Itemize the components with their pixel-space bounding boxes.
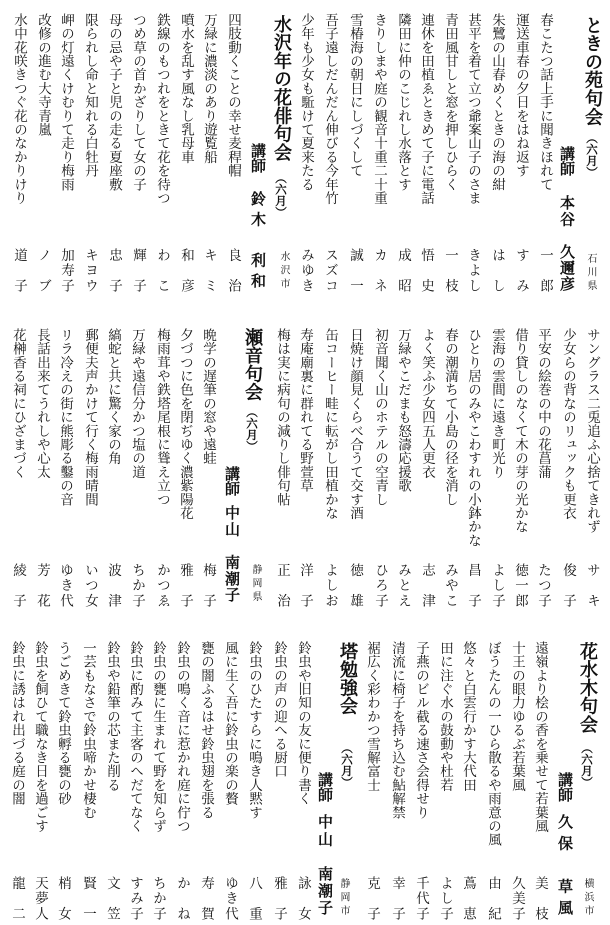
- haiku-column: [54, 328, 76, 610]
- haiku-text: 鉄線のもつれをときて花を待つ: [154, 13, 170, 205]
- lecturer-location: 静岡県: [250, 564, 261, 601]
- haiku-column: [462, 328, 484, 610]
- haiku-column: [482, 641, 504, 923]
- haiku-author: 昌子: [465, 563, 481, 607]
- haiku-author: すみ: [513, 248, 529, 292]
- group-title: 塔勉強会: [337, 642, 358, 716]
- haiku-author: 八重: [246, 876, 262, 920]
- lecturer-label: 講師: [316, 772, 334, 802]
- haiku-text: 万緑や遠信分かつ塩の道: [129, 328, 145, 479]
- haiku-author: 良治: [225, 248, 241, 292]
- haiku-column: [510, 13, 532, 295]
- haiku-column: [147, 641, 169, 923]
- haiku-column: [557, 328, 579, 610]
- haiku-text: 連休を田植ゑときめて子に電話: [418, 13, 434, 205]
- haiku-author: みゆき: [298, 248, 314, 292]
- haiku-text: 夕づつに色を閉ぢゆく濃紫陽花: [177, 328, 193, 520]
- haiku-column: [222, 13, 244, 295]
- haiku-text: 平安の絵巻の中の花菖蒲: [535, 328, 551, 479]
- haiku-column: [486, 13, 508, 295]
- haiku-author: ちか子: [150, 876, 166, 920]
- haiku-author: 悟史: [418, 248, 434, 292]
- haiku-author: 俊子: [560, 563, 576, 607]
- haiku-author: 綾子: [10, 563, 26, 607]
- haiku-text: 限られし命と知れる白牡丹: [82, 13, 98, 178]
- haiku-author: 文笠: [104, 876, 120, 920]
- haiku-text: リラ冷えの街に熊彫る鑿の音: [57, 328, 73, 507]
- haiku-author: すみ子: [127, 876, 143, 920]
- group-month: （六月）: [585, 132, 599, 178]
- haiku-text: 借り貸しのなくて木の芽の光かな: [512, 328, 528, 534]
- haiku-text: よく笑ふ少女四五人更衣: [419, 328, 435, 479]
- haiku-column: [581, 328, 603, 610]
- haiku-column: [368, 13, 390, 295]
- haiku-column: [369, 328, 391, 610]
- haiku-text: うごめきて鈴虫孵る甕の砂: [55, 641, 71, 806]
- haiku-text: 少年も少女も駈けて夏来たる: [298, 13, 314, 192]
- haiku-column: [509, 328, 531, 610]
- haiku-author: 天夢人: [32, 876, 48, 920]
- haiku-column: [32, 13, 54, 295]
- haiku-text: 遠嶺より桧の香を乗せて若葉風: [532, 641, 548, 833]
- haiku-author: サキ: [584, 563, 600, 607]
- haiku-author: みやこ: [442, 563, 458, 607]
- haiku-text: 春こたつ話上手に聞きほれて: [537, 13, 553, 192]
- haiku-column: [29, 641, 51, 923]
- haiku-text: 十王の眼力ゆるぶ若葉風: [509, 641, 525, 792]
- haiku-author: 幸子: [389, 876, 405, 920]
- haiku-author: みとえ: [395, 563, 411, 607]
- haiku-column: [175, 13, 197, 295]
- haiku-text: 鈴虫を飼ひて職なき日を過ごす: [32, 641, 48, 833]
- haiku-text: 鈴虫に酌みて主客のへだてなく: [127, 641, 143, 833]
- lecturer-location: 静岡市: [338, 878, 349, 915]
- haiku-author: 正治: [274, 563, 290, 607]
- haiku-column: [392, 13, 414, 295]
- haiku-column: [294, 328, 316, 610]
- lecturer-label: 講師: [249, 143, 267, 173]
- haiku-author: 一郎: [537, 248, 553, 292]
- haiku-column: [344, 13, 366, 295]
- haiku-text: 甚平を着て立つ爺案山子のさま: [465, 13, 481, 205]
- haiku-column: [361, 641, 383, 923]
- haiku-column: [79, 13, 101, 295]
- haiku-author: はし: [489, 248, 505, 292]
- lecturer-name: 鈴木 利和: [249, 191, 267, 288]
- haiku-text: 水中花咲きつぐ花のなかりけり: [11, 13, 27, 205]
- haiku-author: たつ子: [535, 563, 551, 607]
- haiku-text: ひとり居のみやこわすれの小鉢かな: [465, 328, 481, 548]
- group-month: （六月）: [340, 742, 354, 788]
- haiku-text: 万緑やこだまも怒濤応援歌: [395, 328, 411, 493]
- haiku-text: 運送車春の夕日をはね返す: [513, 13, 529, 178]
- haiku-author: よし子: [437, 876, 453, 920]
- haiku-column: [415, 13, 437, 295]
- haiku-column: [31, 328, 53, 610]
- haiku-author: 誠一: [347, 248, 363, 292]
- haiku-author: いつ女: [82, 563, 98, 607]
- lecturer-name: 久保 草風: [556, 814, 574, 915]
- haiku-text: きりしまや庭の観音十重二十重: [371, 13, 387, 205]
- haiku-author: 雅子: [177, 563, 193, 607]
- haiku-author: 詠女: [295, 876, 311, 920]
- haiku-text: 甕の闇ふるはせ鈴虫翅を張る: [198, 641, 214, 820]
- haiku-text: 子燕のビル截る速さ会得せり: [413, 641, 429, 820]
- haiku-text: サングラス二兎追ふ心捨てきれず: [584, 328, 600, 534]
- haiku-author: かね: [174, 876, 190, 920]
- haiku-author: よしお: [322, 563, 338, 607]
- haiku-text: 清流に椅子を持ち込む鮎解禁: [389, 641, 405, 820]
- haiku-text: 万緑に濃淡のあり遊覧船: [201, 13, 217, 164]
- haiku-author: 蔦恵: [460, 876, 476, 920]
- haiku-author: 洋子: [297, 563, 313, 607]
- haiku-text: 鈴虫の声の迎へる厨口: [271, 641, 287, 778]
- haiku-column: [126, 328, 148, 610]
- haiku-author: 志津: [419, 563, 435, 607]
- haiku-text: 春の潮満ちて小島の径を消し: [442, 328, 458, 507]
- haiku-column: [462, 13, 484, 295]
- haiku-text: 缶コーヒー畦に転がし田植かな: [322, 328, 338, 520]
- haiku-author: スズコ: [322, 248, 338, 292]
- haiku-author: 梢女: [55, 876, 71, 920]
- haiku-text: 鈴虫のひたすらに鳴き人黙す: [246, 641, 262, 820]
- haiku-text: 四肢動くことの幸せ麦稈帽: [225, 13, 241, 178]
- haiku-column: [243, 641, 265, 923]
- haiku-text: 雲海の雲間に遠き町光り: [489, 328, 505, 479]
- haiku-column: [386, 641, 408, 923]
- haiku-author: ノブ: [35, 248, 51, 292]
- haiku-author: ひろ子: [372, 563, 388, 607]
- haiku-column: [268, 641, 290, 923]
- haiku-author: 寿賀: [198, 876, 214, 920]
- haiku-column: [52, 641, 74, 923]
- haiku-column: [534, 13, 556, 295]
- haiku-author: 道子: [11, 248, 27, 292]
- haiku-text: 晩学の遅筆の窓や遠蛙: [200, 328, 216, 465]
- haiku-author: 波津: [105, 563, 121, 607]
- haiku-text: 噴水を乱す風なし乳母車: [178, 13, 194, 164]
- haiku-text: 鈴虫に誘はれ出づる庭の闇: [9, 641, 25, 806]
- haiku-text: 鈴虫の甕に生まれて野を知らず: [150, 641, 166, 833]
- lecturer-location: 水沢市: [278, 251, 289, 288]
- haiku-column: [439, 328, 461, 610]
- haiku-column: [486, 328, 508, 610]
- haiku-text: 吾子遠しだんだん伸びる今年竹: [322, 13, 338, 205]
- lecturer-location: 横浜市: [582, 878, 593, 915]
- haiku-column: [79, 328, 101, 610]
- group-title: 花水木句会: [577, 642, 598, 734]
- haiku-column: [319, 328, 341, 610]
- lecturer-name: 中山 南潮子: [223, 505, 241, 602]
- haiku-text: 隣田に仲のこじれし水落とす: [395, 13, 411, 192]
- haiku-text: 鈴虫や鉛筆の芯また削る: [104, 641, 120, 792]
- haiku-text: 青田風甘しと窓を押しひらく: [442, 13, 458, 192]
- haiku-column: [77, 641, 99, 923]
- haiku-column: [271, 328, 293, 610]
- haiku-text: 雪椿海の朝日にしづくして: [347, 13, 363, 178]
- haiku-column: [55, 13, 77, 295]
- haiku-column: [195, 641, 217, 923]
- haiku-author: 成昭: [395, 248, 411, 292]
- haiku-author: 徳雄: [347, 563, 363, 607]
- lecturer-label: 講師: [223, 466, 241, 496]
- haiku-text: 郵便夫声かけて行く梅雨晴間: [82, 328, 98, 507]
- haiku-author: 千代子: [413, 876, 429, 920]
- haiku-text: 岬の灯遠くけむりて走り梅雨: [58, 13, 74, 192]
- haiku-text: 裾広く彩わかつ雪解富士: [364, 641, 380, 792]
- haiku-author: 一枝: [442, 248, 458, 292]
- haiku-column: [392, 328, 414, 610]
- haiku-text: 田に注ぐ水の鼓動や杜若: [437, 641, 453, 792]
- haiku-author: ゆき代: [222, 876, 238, 920]
- haiku-text: 母の忌や子と児の走る夏座敷: [106, 13, 122, 192]
- haiku-author: ゆき代: [57, 563, 73, 607]
- haiku-text: 風に生く吾に鈴虫の楽の贅: [222, 641, 238, 806]
- group-month: （六月）: [245, 406, 259, 452]
- haiku-text: 初音聞く山のホテルの空青し: [372, 328, 388, 507]
- haiku-author: かつゑ: [154, 563, 170, 607]
- haiku-text: 梅雨茸や鉄塔尾根に聳え立つ: [154, 328, 170, 507]
- haiku-author: よし子: [489, 563, 505, 607]
- haiku-text: つめ草の首かざりして女の子: [130, 13, 146, 192]
- haiku-column: [124, 641, 146, 923]
- haiku-column: [151, 13, 173, 295]
- haiku-text: 日焼け顔見くらべ合うて交す酒: [347, 328, 363, 520]
- haiku-column: [174, 328, 196, 610]
- haiku-author: 芳花: [34, 563, 50, 607]
- haiku-author: 徳一郎: [512, 563, 528, 607]
- haiku-column: [127, 13, 149, 295]
- haiku-column: [439, 13, 461, 295]
- lecturer-location: 石川県: [585, 253, 596, 290]
- haiku-author: キヨウ: [82, 248, 98, 292]
- haiku-author: 賢一: [80, 876, 96, 920]
- haiku-column: [101, 641, 123, 923]
- haiku-column: [151, 328, 173, 610]
- haiku-text: 改修の進む大寺青嵐: [35, 13, 51, 137]
- haiku-author: 忠子: [106, 248, 122, 292]
- haiku-column: [102, 328, 124, 610]
- haiku-column: [103, 13, 125, 295]
- haiku-column: [198, 13, 220, 295]
- haiku-author: カネ: [371, 248, 387, 292]
- group-title: 水沢年の花俳句会: [271, 15, 292, 162]
- group-title: ときの苑句会: [582, 16, 603, 126]
- haiku-column: [344, 328, 366, 610]
- haiku-author: キミ: [201, 248, 217, 292]
- haiku-author: 由紀: [485, 876, 501, 920]
- haiku-column: [434, 641, 456, 923]
- group-month: （六月）: [580, 742, 594, 788]
- haiku-column: [410, 641, 432, 923]
- haiku-text: 少女らの背なのリュックも更衣: [560, 328, 576, 520]
- group-title: 瀬音句会: [242, 328, 263, 402]
- lecturer-name: 本谷 久邇彦: [558, 195, 576, 291]
- haiku-author: 雅子: [271, 876, 287, 920]
- haiku-column: [532, 328, 554, 610]
- haiku-author: 克子: [364, 876, 380, 920]
- lecturer-label: 講師: [556, 772, 574, 802]
- haiku-column: [7, 328, 29, 610]
- haiku-author: 輝子: [130, 248, 146, 292]
- haiku-author: 龍二: [9, 876, 25, 920]
- haiku-text: 花榊香る祠にひざまづく: [10, 328, 26, 479]
- haiku-column: [219, 641, 241, 923]
- haiku-text: 一芸もなさで鈴虫啼かせ棲む: [80, 641, 96, 820]
- haiku-author: 加寿子: [58, 248, 74, 292]
- haiku-text: 梅は実に病句の減りし俳句帖: [274, 328, 290, 507]
- haiku-text: 縞蛇と共に驚く家の角: [105, 328, 121, 465]
- group-month: （六月）: [274, 172, 288, 218]
- haiku-column: [506, 641, 528, 923]
- lecturer-label: 講師: [558, 146, 576, 176]
- haiku-column: [529, 641, 551, 923]
- haiku-column: [171, 641, 193, 923]
- haiku-column: [8, 13, 30, 295]
- haiku-author: わこ: [154, 248, 170, 292]
- haiku-author: 美枝: [532, 876, 548, 920]
- haiku-text: ぼうたんの一ひら散るや雨意の風: [485, 641, 501, 847]
- haiku-text: 鈴虫や旧知の友に便り書く: [295, 641, 311, 806]
- haiku-column: [6, 641, 28, 923]
- haiku-text: 寿庵廟裏に群れてる野萱草: [297, 328, 313, 493]
- haiku-author: きよし: [465, 248, 481, 292]
- haiku-text: 長話出来てうれしや心太: [34, 328, 50, 479]
- haiku-author: ちか子: [129, 563, 145, 607]
- haiku-column: [197, 328, 219, 610]
- haiku-column: [416, 328, 438, 610]
- haiku-text: 朱鷺の山春めくときの海の紺: [489, 13, 505, 192]
- haiku-text: 鈴虫の鳴く音に惹かれ庭に佇つ: [174, 641, 190, 833]
- haiku-text: 悠々と白雲行かす大代田: [460, 641, 476, 792]
- haiku-column: [457, 641, 479, 923]
- haiku-author: 梅子: [200, 563, 216, 607]
- haiku-column: [319, 13, 341, 295]
- lecturer-name: 中山 南潮子: [316, 814, 334, 915]
- haiku-author: 和彦: [178, 248, 194, 292]
- haiku-column: [292, 641, 314, 923]
- haiku-author: 久美子: [509, 876, 525, 920]
- haiku-column: [295, 13, 317, 295]
